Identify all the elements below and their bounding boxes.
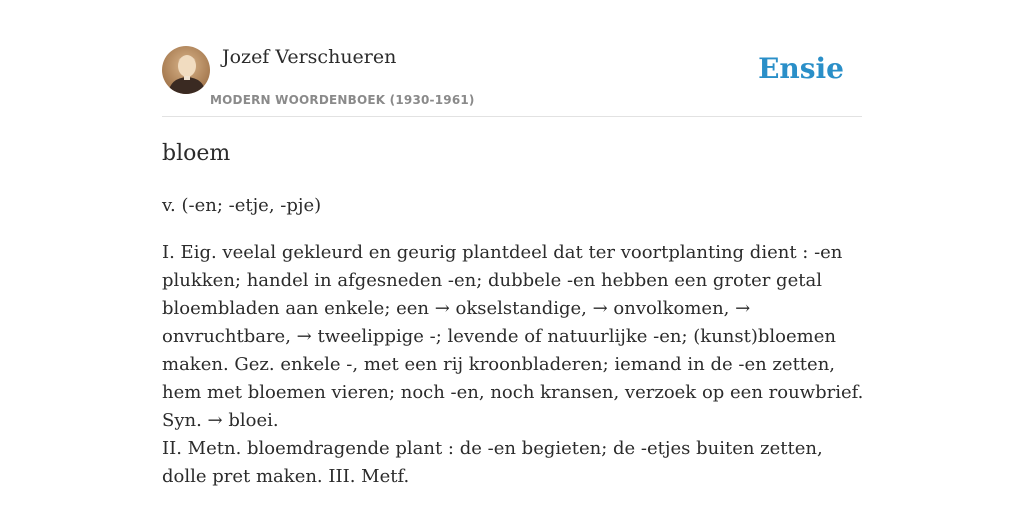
author-name[interactable]: Jozef Verschueren [222,46,397,68]
entry-card [162,0,862,512]
source-dictionary-label[interactable]: MODERN WOORDENBOEK (1930-1961) [210,93,475,107]
author-avatar[interactable] [162,46,210,94]
ensie-logo-link[interactable]: Ensie [758,52,844,85]
entry-grammar: v. (-en; -etje, -pje) [162,195,322,216]
entry-header [162,0,862,117]
entry-definition-1: I. Eig. veelal gekleurd en geurig plantdeel dat ter voortplanting dient : -en plukken; handel in afgesneden -en; dubbele -en hebben een groter getal bloembladen aan enkele; een → okselstandige, → onvolkomen, → onvruchtbare, → tweelippige -; levende of natuurlijke -en; (kunst)bloemen maken. Gez. enkele -, met een rij kroonbladeren; iemand in de -en zetten, hem met bloemen vieren; noch -en, noch kransen, verzoek op een rouwbrief. Syn. → bloei. [162,242,864,431]
author-portrait-image [162,46,210,94]
entry-definition-2: II. Metn. bloemdragende plant : de -en begieten; de -etjes buiten zetten, dolle pret maken. III. Metf. [162,438,823,487]
entry-headword: bloem [162,141,231,166]
